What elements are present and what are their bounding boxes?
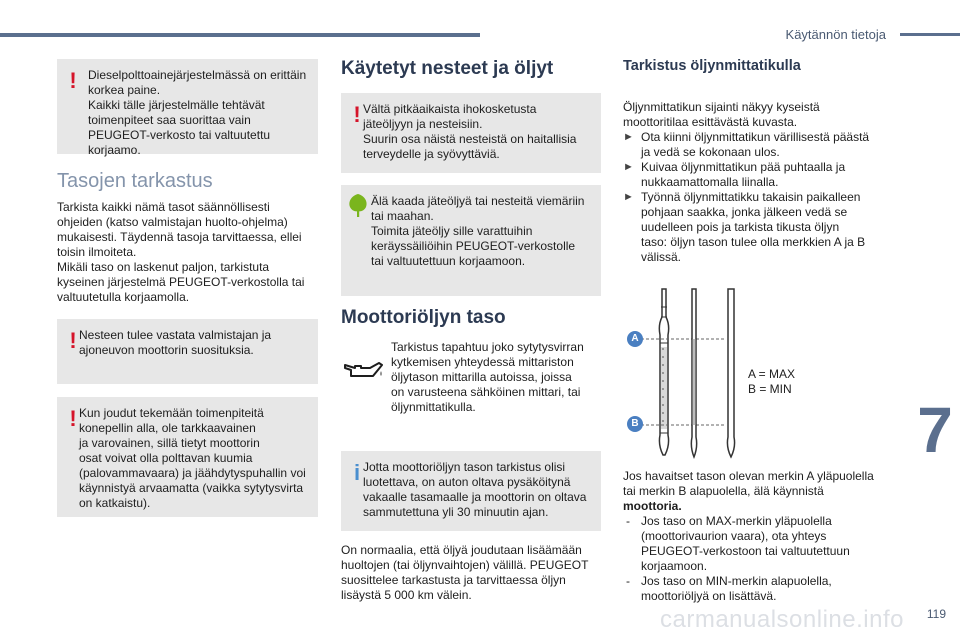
- warning-box-diesel: [57, 59, 318, 157]
- chapter-tab: [910, 388, 960, 472]
- oil-can-icon: [342, 359, 384, 381]
- warning-icon: !: [69, 406, 77, 431]
- step-2: ► Kuivaa öljynmittatikun pää puhtaalla ja: [623, 160, 846, 174]
- warning-icon: !: [69, 68, 77, 93]
- warning-box-fluids: [57, 319, 318, 384]
- warning-icon: !: [69, 328, 77, 353]
- warning-text: Dieselpolttoainejärjestelmässä on erittäin korkea paine. Kaikki tälle järjestelmälle tehtävät toimenpiteet saa suorittaa vain PEUGEOT-verkosto tai valtuutettu korjaamo.: [88, 68, 307, 157]
- eco-text: Älä kaada jäteöljyä tai nesteitä viemäriin tai maahan. Toimita jäteöljy sille varattuihin keräyssäiliöihin PEUGEOT-verkostolle tai valtuutettuun korjaamoon.: [371, 194, 585, 268]
- warning-text: Nesteen tulee vastata valmistajan ja ajoneuvon moottorin suosituksia.: [79, 328, 272, 357]
- oil-level-text: Tarkistus tapahtuu joko sytytysvirran kytkemisen yhteydessä mittariston öljytason mittarilla autoissa, joissa on varusteena sähköinen mittari, tai öljynmittatikulla.: [391, 340, 584, 414]
- section-title-used-fluids: Käytetyt nesteet ja öljyt: [341, 58, 554, 79]
- chapter-title: Käytännön tietoja: [785, 27, 886, 42]
- section-title-levels: Tasojen tarkastus: [57, 170, 213, 192]
- levels-body: Tarkista kaikki nämä tasot säännöllisesti ohjeiden (katso valmistajan huolto-ohjelma) mukaisesti. Täydennä tasoja tarvittaessa, ellei toisin ilmoiteta. Mikäli taso on laskenut paljon, tarkistuta kyseinen järjestelmä PEUGEOT-verkostolla tai valtuutetulla korjaamolla.: [57, 200, 305, 304]
- chapter-number: 7: [917, 394, 953, 466]
- warning-text: Kun joudut tekemään toimenpiteitä konepellin alla, ole tarkkaavainen ja varovainen, sillä tietyt moottorin osat voivat olla polttavan kuumia (palovammavaara) ja jäähdytyspuhallin voi käynnistyä arvaamatta (vaikka sytytysvirta on katkaistu).: [79, 406, 306, 510]
- leaf-icon: [347, 192, 369, 218]
- info-box-parked: [341, 451, 601, 531]
- warning-box-hot-engine: [57, 397, 318, 517]
- level-warning-text: Jos havaitset tason olevan merkin A yläpuolella tai merkin B alapuolella, älä käynnistä moottoria. - Jos taso on MAX-merkin yläpuolella (moottorivaurion vaara), ota yhteys PEUGEOT-verkostoon tai valtuutettuun korjaamoon. - Jos taso on MIN-merkin alapuolella, moottoriöljyä on lisättävä.: [623, 469, 903, 604]
- header-rule-left: [0, 33, 480, 37]
- watermark: carmanualsonline.info: [660, 606, 904, 633]
- legend-min: B = MIN: [748, 382, 792, 396]
- page-number: 119: [926, 607, 946, 621]
- warning-icon: !: [353, 102, 361, 127]
- info-text: Jotta moottoriöljyn tason tarkistus olisi luotettava, on auton oltava pysäköitynä vakaalle tasamaalle ja moottorin on oltava sammutettuna yli 30 minuutin ajan.: [363, 460, 587, 519]
- step-3: ► Työnnä öljynmittatikku takaisin paikalleen: [623, 190, 861, 204]
- dipstick-legend: [748, 367, 795, 397]
- warning-text: Vältä pitkäaikaista ihokosketusta jäteöljyyn ja nesteisiin. Suurin osa näistä nesteistä on haitallisia terveydelle ja syövyttäviä.: [363, 102, 577, 161]
- dipstick-instructions: Öljynmittatikun sijainti näkyy kyseistä moottoritilaa esittävästä kuvasta. ► Ota kiinni öljynmittatikun värillisestä päästä ja vedä se kokonaan ulos. ► Kuivaa öljynmittatikun pää puhtaalla ja nukkaamattomalla liinalla. ► Työnnä öljynmittatikku takaisin paikalleen pohjaan saakka, jonka jälkeen vedä se uudelleen pois ja tarkista tikusta öljyn taso: öljyn tason tulee olla merkkien A ja B välissä.: [623, 100, 893, 265]
- header-rule-right: [900, 33, 960, 36]
- section-title-oil-level: Moottoriöljyn taso: [341, 307, 506, 328]
- info-icon: i: [353, 460, 361, 485]
- legend-max: A = MAX: [748, 367, 796, 381]
- oil-consumption-note: On normaalia, että öljyä joudutaan lisäämään huoltojen (tai öljynvaihtojen) välillä. PEUGEOT suosittelee tarkastusta ja tarvittaessa öljyn lisäystä 5 000 km välein.: [341, 543, 589, 602]
- step-1: ► Ota kiinni öljynmittatikun värillisestä päästä: [623, 130, 870, 144]
- section-title-dipstick: Tarkistus öljynmittatikulla: [623, 58, 801, 74]
- dash-item-min: - Jos taso on MIN-merkin alapuolella,: [626, 574, 832, 588]
- marker-a: A: [627, 331, 643, 347]
- dipstick-illustration: [622, 287, 750, 459]
- eco-box-disposal: [341, 185, 601, 296]
- warning-box-skin-contact: [341, 93, 601, 173]
- marker-b: B: [627, 416, 643, 432]
- dash-item-max: - Jos taso on MAX-merkin yläpuolella: [626, 514, 832, 528]
